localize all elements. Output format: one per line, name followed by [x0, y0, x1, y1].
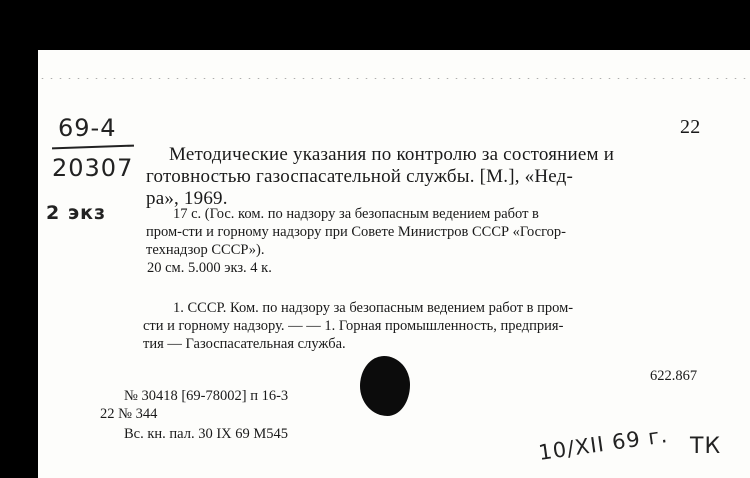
- body-line-2: пром-сти и горному надзору при Совете Министров СССР «Госгор-: [146, 224, 567, 240]
- subject-line-2: сти и горному надзору. — — 1. Горная промышленность, предприя-: [143, 318, 564, 334]
- title-line-2: готовностью газоспасательной службы. [М.], «Нед-: [146, 166, 574, 187]
- subject-line-1: 1. СССР. Ком. по надзору за безопасным ведением работ в пром-: [173, 300, 574, 316]
- body-line-4: 20 см. 5.000 экз. 4 к.: [147, 260, 272, 276]
- record-line-2: 22 № 344: [100, 406, 158, 422]
- subject-line-3: тия — Газоспасательная служба.: [143, 336, 346, 352]
- card-top-rule: [38, 78, 750, 79]
- body-line-3: технадзор СССР»).: [146, 242, 265, 258]
- ink-blot: [360, 356, 410, 416]
- handwritten-initials: ТК: [690, 434, 722, 459]
- title-line-1: Методические указания по контролю за состоянием и: [169, 144, 615, 165]
- call-number-bottom: 20307: [52, 154, 134, 182]
- record-line-1: № 30418 [69-78002] п 16-3: [124, 388, 289, 404]
- classification-code: 622.867: [650, 368, 698, 384]
- copies-note: 2 экз: [46, 202, 107, 224]
- call-number-top: 69-4: [58, 114, 117, 142]
- body-line-1: 17 с. (Гос. ком. по надзору за безопасным ведением работ в: [173, 206, 539, 222]
- page-number: 22: [680, 116, 701, 138]
- title-line-3: ра», 1969.: [146, 188, 228, 209]
- handwritten-date-note: 10/XII 69 г.: [536, 423, 670, 465]
- catalog-card: [38, 50, 750, 478]
- call-number-rule: [52, 145, 134, 150]
- record-line-3: Вс. кн. пал. 30 IX 69 М545: [124, 426, 289, 442]
